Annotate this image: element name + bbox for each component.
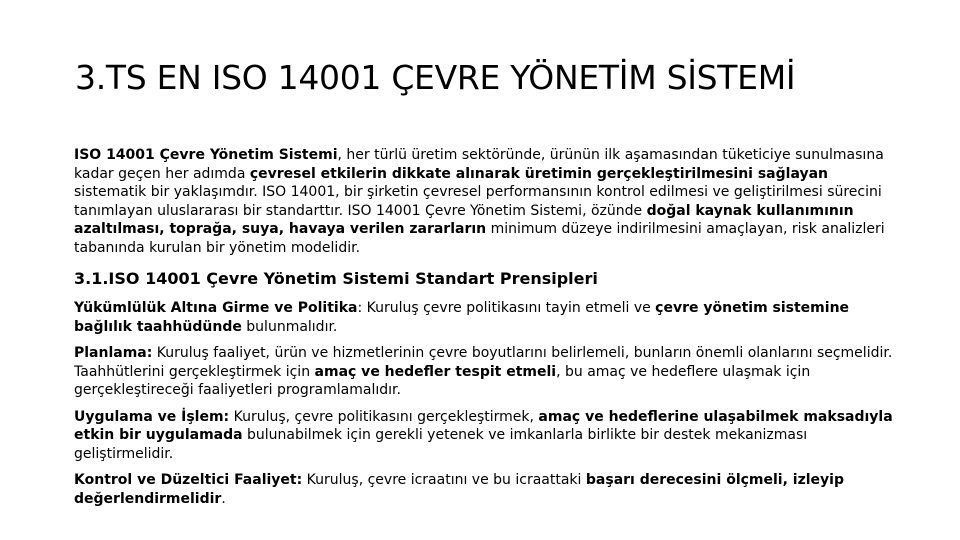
principle-text: : Kuruluş çevre politikasını tayin etmeli ve <box>357 300 656 316</box>
principle-title: Planlama: <box>74 345 153 361</box>
intro-bold-1: ISO 14001 Çevre Yönetim Sistemi <box>74 147 338 163</box>
principle-emphasis: amaç ve hedeflerine ulaşabilmek maksadıyla etkin bir uygulamada <box>74 408 893 443</box>
section-subheading: 3.1.ISO 14001 Çevre Yönetim Sistemi Standart Prensipleri <box>74 269 598 288</box>
principle-title: Uygulama ve İşlem: <box>74 408 230 425</box>
principle-emphasis: amaç ve hedefler tespit etmeli <box>314 363 557 380</box>
principle-text: . <box>221 490 226 507</box>
principle-text: bulunmalıdır. <box>241 318 338 335</box>
intro-text-1: , her türlü üretim sektöründe, ürünün ilk aşamasından tüketiciye sunulmasına kadar geçen her adımda <box>74 147 884 182</box>
principle-text: Kuruluş faaliyet, ürün ve hizmetlerinin çevre boyutlarını belirlemeli, bunların önemli olanlarını seçmelidir. Taahhütlerini gerçekleştirmek için <box>74 345 893 380</box>
principle-emphasis: başarı derecesini ölçmeli, izleyip değerlendirmelidir <box>74 472 844 507</box>
principle-implementation <box>74 408 894 464</box>
principle-emphasis: çevre yönetim sistemine bağlılık taahhüdünde <box>74 300 850 335</box>
principle-text: Kuruluş, çevre politikasını gerçekleştirmek, <box>229 408 539 425</box>
principle-text: Kuruluş, çevre icraatını ve bu icraattaki <box>302 472 586 488</box>
slide-body <box>74 146 894 516</box>
intro-text-2: sistematik bir yaklaşımdır. ISO 14001, bir şirketin çevresel performansının kontrol edilmesi ve geliştirilmesi sürecini tanımlayan uluslararası bir standarttır. ISO 14001 Çevre Yönetim Sistemi, özünde <box>74 184 882 219</box>
intro-bold-2: çevresel etkilerin dikkate alınarak üretimin gerçekleştirilmesini sağlayan <box>249 165 829 182</box>
principle-title: Kontrol ve Düzeltici Faaliyet: <box>74 472 303 488</box>
principle-control <box>74 471 894 508</box>
slide-title: 3.TS EN ISO 14001 ÇEVRE YÖNETİM SİSTEMİ <box>75 58 796 97</box>
intro-paragraph <box>74 146 894 257</box>
principle-planning <box>74 344 894 400</box>
principle-commitment <box>74 299 894 336</box>
intro-text-3: minimum düzeye indirilmesini amaçlayan, risk analizleri tabanında kurulan bir yönetim modelidir. <box>74 221 885 256</box>
principle-text: , bu amaç ve hedeflere ulaşmak için gerçekleştireceği faaliyetleri programlamalıdır. <box>74 363 811 398</box>
intro-bold-3: doğal kaynak kullanımının azaltılması, toprağa, suya, havaya verilen zararların <box>74 202 854 237</box>
principle-text: bulunabilmek için gerekli yetenek ve imkanlarla birlikte bir destek mekanizması geliştirmelidir. <box>74 427 808 462</box>
principle-title: Yükümlülük Altına Girme ve Politika <box>74 300 358 316</box>
